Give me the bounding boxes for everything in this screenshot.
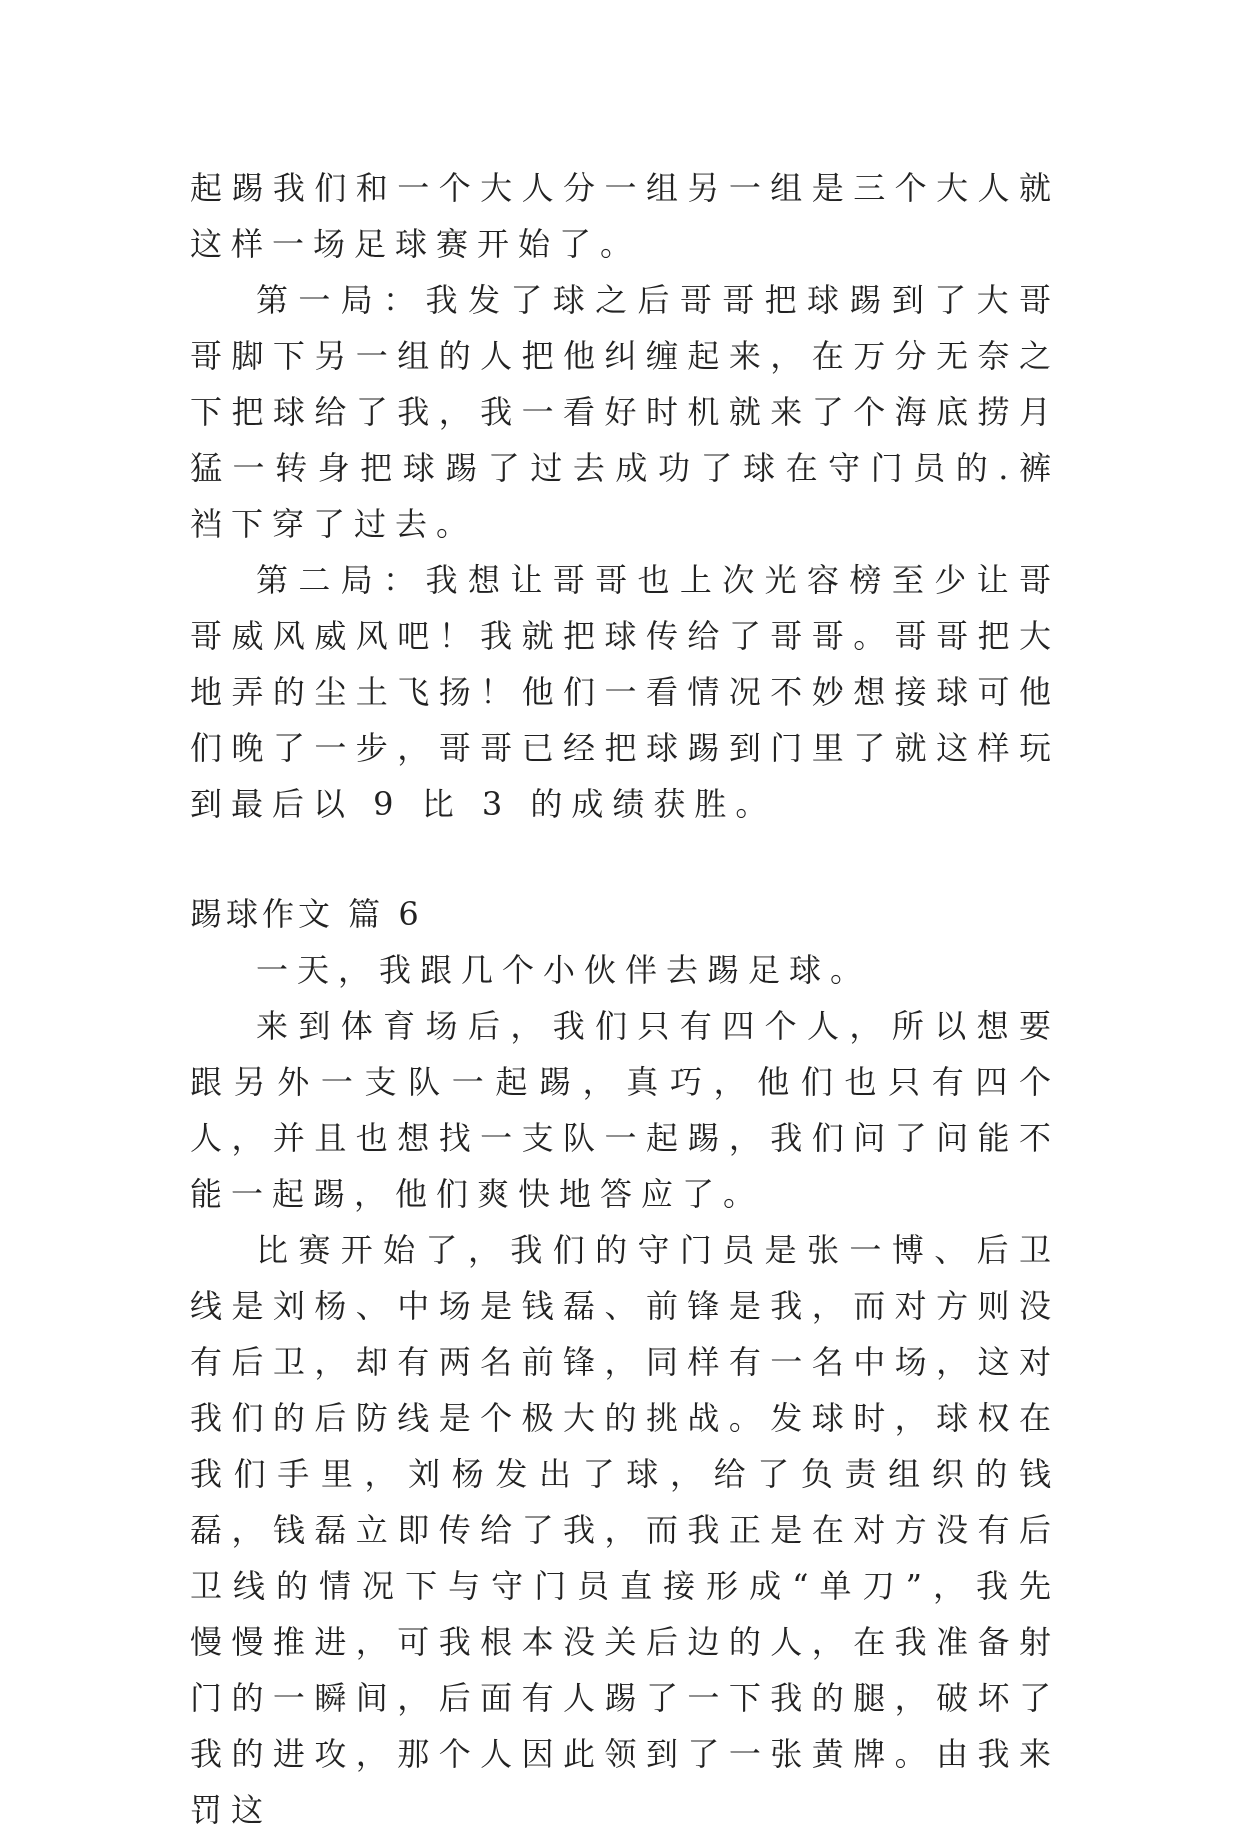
section-heading: 踢球作文 篇 6 xyxy=(190,895,423,933)
paragraph-arrival: 来到体育场后，我们只有四个人，所以想要跟另外一支队一起踢，真巧，他们也只有四个人，并且也想找一支队一起踢，我们问了问能不能一起踢，他们爽快地答应了。 xyxy=(190,1007,1060,1213)
paragraph-first-round: 第一局：我发了球之后哥哥把球踢到了大哥哥脚下另一组的人把他纠缠起来，在万分无奈之下把球给了我，我一看好时机就来了个海底捞月猛一转身把球踢了过去成功了球在守门员的.裤裆下穿了过去。 xyxy=(190,281,1060,543)
paragraph-match: 比赛开始了，我们的守门员是张一博、后卫线是刘杨、中场是钱磊、前锋是我，而对方则没有后卫，却有两名前锋，同样有一名中场，这对我们的后防线是个极大的挑战。发球时，球权在我们手里，刘杨发出了球，给了负责组织的钱磊，钱磊立即传给了我，而我正是在对方没有后卫线的情况下与守门员直接形成“单刀”，我先慢慢推进，可我根本没关后边的人，在我准备射门的一瞬间，后面有人踢了一下我的腿，破坏了我的进攻，那个人因此领到了一张黄牌。由我来罚这 xyxy=(190,1231,1060,1829)
document-body xyxy=(190,160,1060,1838)
paragraph-intro: 一天，我跟几个小伙伴去踢足球。 xyxy=(256,951,872,989)
paragraph-second-round: 第二局：我想让哥哥也上次光容榜至少让哥哥威风威风吧！我就把球传给了哥哥。哥哥把大地弄的尘土飞扬！他们一看情况不妙想接球可他们晚了一步，哥哥已经把球踢到门里了就这样玩到最后以 9 比 3 的成绩获胜。 xyxy=(190,561,1060,823)
paragraph-continued: 起踢我们和一个大人分一组另一组是三个大人就这样一场足球赛开始了。 xyxy=(190,169,1060,263)
